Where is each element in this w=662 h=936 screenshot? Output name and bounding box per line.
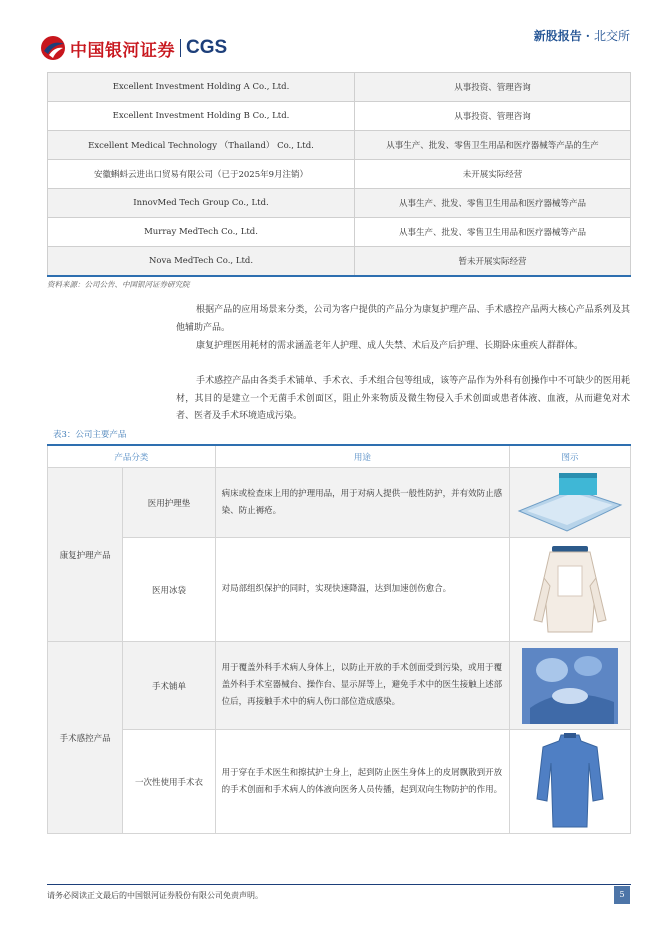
table-row (48, 468, 631, 538)
product-category: 手术感控产品 (48, 642, 123, 834)
product-image-cell (510, 468, 631, 538)
table-source-note: 资料来源：公司公告、中国银河证券研究院 (47, 280, 190, 289)
product-category: 康复护理产品 (48, 468, 123, 642)
product-name: 手术铺单 (123, 642, 215, 730)
footer-divider (47, 884, 631, 885)
product-usage: 对局部组织保护的同时，实现快速降温，达到加速创伤愈合。 (215, 538, 509, 642)
header-image: 图示 (510, 445, 631, 468)
subsidiary-name: Excellent Investment Holding A Co., Ltd. (48, 73, 355, 102)
product-image-cell (510, 642, 631, 730)
paragraph-text: 康复护理医用耗材的需求涵盖老年人护理、成人失禁、术后及产后护理、长期卧床重疾人群群体。 (196, 341, 584, 351)
product-name: 一次性使用手术衣 (123, 730, 215, 834)
logo-english-text: CGS (186, 37, 228, 58)
table-row (48, 189, 631, 218)
underpad-image (515, 471, 625, 535)
subsidiary-name: InnovMed Tech Group Co., Ltd. (48, 189, 355, 218)
body-paragraph (176, 302, 630, 337)
table-row (48, 730, 631, 834)
table-row (48, 218, 631, 247)
page-number: 5 (614, 886, 630, 904)
body-paragraph (176, 373, 630, 426)
surgical-drape-image (522, 648, 618, 724)
table-row (48, 642, 631, 730)
logo-divider (180, 39, 181, 57)
subsidiary-business: 从事投资、管理咨询 (355, 73, 631, 102)
subsidiary-name: Nova MedTech Co., Ltd. (48, 247, 355, 277)
table-row (48, 538, 631, 642)
product-image-cell (510, 538, 631, 642)
subsidiary-business: 从事投资、管理咨询 (355, 102, 631, 131)
product-image-cell (510, 730, 631, 834)
report-type: 新股报告 (533, 29, 582, 43)
table-caption: 表3：公司主要产品 (53, 430, 127, 440)
subsidiary-business: 从事生产、批发、零售卫生用品和医疗器械等产品 (355, 218, 631, 247)
table-header-row (48, 445, 631, 468)
subsidiary-business: 从事生产、批发、零售卫生用品和医疗器械等产品 (355, 189, 631, 218)
galaxy-logo-icon (40, 35, 66, 61)
subsidiary-name: Excellent Investment Holding B Co., Ltd. (48, 102, 355, 131)
main-products-table (47, 444, 631, 834)
table-row (48, 160, 631, 189)
product-name: 医用护理垫 (123, 468, 215, 538)
table-row (48, 247, 631, 277)
surgical-gown-image (535, 733, 605, 831)
table-row (48, 73, 631, 102)
subsidiary-business: 未开展实际经营 (355, 160, 631, 189)
body-paragraph (176, 338, 630, 356)
product-name: 医用冰袋 (123, 538, 215, 642)
footer-disclaimer: 请务必阅读正文最后的中国银河证券股份有限公司免责声明。 (47, 891, 263, 900)
subsidiary-business: 暂未开展实际经营 (355, 247, 631, 277)
logo-chinese-text: 中国银河证券 (70, 40, 175, 61)
table-row (48, 102, 631, 131)
subsidiary-name: Excellent Medical Technology （Thailand） Co., Ltd. (48, 131, 355, 160)
header-category: 产品分类 (48, 445, 216, 468)
paragraph-text: 手术感控产品由各类手术铺单、手术衣、手术组合包等组成，该等产品作为外科有创操作中不可缺少的医用耗材，其目的是建立一个无菌手术创面区，阻止外来物质及微生物侵入手术创面或患者体液、血液，从而避免对术者、医者及手术环境造成污染。 (176, 376, 630, 421)
header-usage: 用途 (215, 445, 509, 468)
subsidiaries-table (47, 72, 631, 277)
product-usage: 用于覆盖外科手术病人身体上，以防止开放的手术创面受到污染，或用于覆盖外科手术室器械台、操作台、显示屏等上，避免手术中的医生接触上述部位后，再接触手术中的病人伤口部位造成感染。 (215, 642, 509, 730)
table-row (48, 131, 631, 160)
company-logo (40, 35, 227, 61)
ice-bag-image (530, 542, 610, 638)
exchange-name: 北交所 (593, 29, 630, 43)
report-header-label (534, 27, 630, 44)
header-separator: · (585, 29, 590, 43)
paragraph-text: 根据产品的应用场景来分类，公司为客户提供的产品分为康复护理产品、手术感控产品两大核心产品系列及其他辅助产品。 (176, 305, 630, 333)
subsidiary-business: 从事生产、批发、零售卫生用品和医疗器械等产品的生产 (355, 131, 631, 160)
subsidiary-name: 安徽蝌蚪云进出口贸易有限公司（已于2025年9月注销） (48, 160, 355, 189)
product-usage: 用于穿在手术医生和擦拭护士身上，起到防止医生身体上的皮屑飘散到开放的手术创面和手术病人的体液向医务人员传播，起到双向生物防护的作用。 (215, 730, 509, 834)
subsidiary-name: Murray MedTech Co., Ltd. (48, 218, 355, 247)
product-usage: 病床或检查床上用的护理用品，用于对病人提供一般性防护，并有效防止感染、防止褥疮。 (215, 468, 509, 538)
